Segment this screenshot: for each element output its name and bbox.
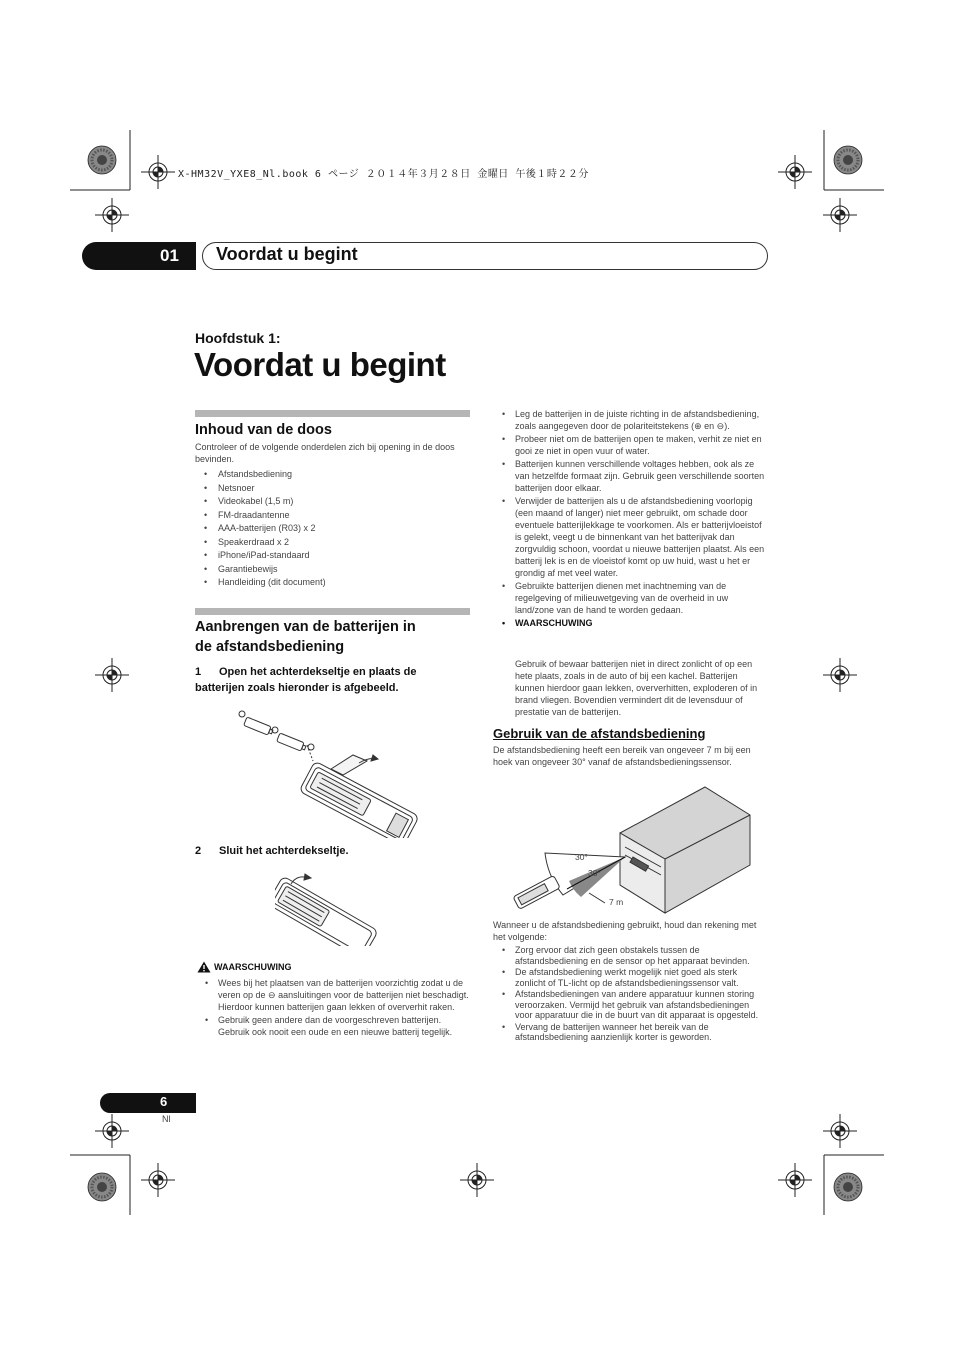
distance-label: 7 m bbox=[609, 897, 624, 907]
chapter-title: Voordat u begint bbox=[216, 244, 358, 264]
close-cover-illustration bbox=[275, 866, 390, 946]
list-item: • iPhone/iPad-standaard bbox=[204, 549, 464, 563]
angle-label-top: 30° bbox=[575, 852, 588, 862]
page-number: 6 bbox=[160, 1094, 168, 1109]
warning-list bbox=[196, 977, 471, 1039]
battery-precautions-list bbox=[493, 408, 768, 630]
list-item: • Afstandsbedieningen van andere apparatuur kunnen storing veroorzaken. Vermijd het gebruik van afstandsbedieningen voor apparatuur die in de buurt van dit apparaat is opgesteld. bbox=[493, 989, 768, 1021]
list-item: • Vervang de batterijen wanneer het bereik van de afstandsbediening aanzienlijk korter is geworden. bbox=[493, 1022, 768, 1043]
list-item: • Videokabel (1,5 m) bbox=[204, 495, 464, 509]
remote-use-note: Wanneer u de afstandsbediening gebruikt, houd dan rekening met het volgende: bbox=[493, 920, 757, 942]
list-item: • Speakerdraad x 2 bbox=[204, 536, 464, 550]
warning-text: Gebruik of bewaar batterijen niet in direct zonlicht of op een hete plaats, zoals in de auto of bij een kachel. Batterijen kunnen hierdoor gaan lekken, oververhitten, exploderen of in brand vliegen. Bovendien vermindert dit de levensduur of prestatie van de batterijen. bbox=[515, 659, 758, 717]
page-kicker: Hoofdstuk 1: bbox=[195, 330, 281, 346]
section-bar bbox=[195, 410, 470, 417]
step-text: batterijen zoals hieronder is afgebeeld. bbox=[195, 682, 399, 694]
warning-label: WAARSCHUWING bbox=[515, 618, 593, 628]
step-number: 2 bbox=[195, 845, 202, 857]
warning-label: WAARSCHUWING bbox=[214, 962, 292, 972]
section-bar bbox=[195, 608, 470, 615]
list-item: • Garantiebewijs bbox=[204, 563, 464, 577]
chapter-number: 01 bbox=[160, 246, 179, 265]
remote-use-intro: De afstandsbediening heeft een bereik van ongeveer 7 m bij een hoek van ongeveer 30° vanaf de afstandsbedieningssensor. bbox=[493, 745, 751, 767]
list-item: • AAA-batterijen (R03) x 2 bbox=[204, 522, 464, 536]
list-item: • Verwijder de batterijen als u de afstandsbediening voorlopig (een maand of langer) niet meer gebruikt, om schade door eventuele batterijlekkage te voorkomen. Als er batterijvloeistof is gelekt, veegt u de binnenkant van het batterijvak dan zorgvuldig schoon, voordat u nieuwe batterijen plaatst. Als een batterij lek is en de vloeistof komt op uw huid, wast u het er grondig af met veel water. bbox=[493, 495, 768, 579]
page-number-tab bbox=[100, 1093, 196, 1113]
section-title-batteries-line1: Aanbrengen van de batterijen in bbox=[195, 619, 416, 635]
step-text: Open het achterdekseltje en plaats de bbox=[219, 666, 417, 678]
list-item: • De afstandsbediening werkt mogelijk niet goed als sterk zonlicht of TL-licht op de afstandsbedieningssensor valt. bbox=[493, 967, 768, 988]
remote-use-list bbox=[493, 945, 768, 1044]
list-item: • Probeer niet om de batterijen open te maken, verhit ze niet en gooi ze niet in open vuur of water. bbox=[493, 433, 768, 457]
step-1 bbox=[195, 664, 475, 696]
section-title-batteries-line2: de afstandsbediening bbox=[195, 639, 345, 655]
list-item: • Handleiding (dit document) bbox=[204, 576, 464, 590]
list-item: • Gebruik geen andere dan de voorgeschreven batterijen. Gebruik ook nooit een oude en een nieuwe batterij tegelijk. bbox=[196, 1014, 471, 1038]
page-title: Voordat u begint bbox=[194, 346, 446, 383]
list-item: • Batterijen kunnen verschillende voltages hebben, ook als ze van hetzelfde formaat zijn. Gebruik geen verschillende soorten batterijen door elkaar. bbox=[493, 458, 768, 494]
angle-label-bottom: 30° bbox=[588, 868, 601, 878]
list-item: • Gebruikte batterijen dienen met inachtneming van de regelgeving of milieuwetgeving van de overheid in uw land/zone van de hand te worden gedaan. bbox=[493, 580, 768, 616]
remote-range-illustration bbox=[505, 785, 755, 915]
section-title-remote-use: Gebruik van de afstandsbediening bbox=[493, 726, 706, 741]
page-language: Nl bbox=[162, 1114, 171, 1124]
section-title-box-contents: Inhoud van de doos bbox=[195, 422, 332, 438]
box-contents-list bbox=[204, 468, 464, 590]
step-text: Sluit het achterdekseltje. bbox=[219, 845, 349, 857]
list-item: • Netsnoer bbox=[204, 482, 464, 496]
list-item bbox=[493, 617, 768, 629]
list-item: • Wees bij het plaatsen van de batterijen voorzichtig zodat u de veren op de ⊖ aansluitingen voor de batterijen niet beschadigt. Hierdoor kunnen batterijen gaan lekken of oververhit raken. bbox=[196, 977, 471, 1013]
list-item: • FM-draadantenne bbox=[204, 509, 464, 523]
step-2 bbox=[195, 843, 475, 859]
list-item: • Zorg ervoor dat zich geen obstakels tussen de afstandsbediening en de sensor op het apparaat bevinden. bbox=[493, 945, 768, 966]
list-item: • Leg de batterijen in de juiste richting in de afstandsbediening, zoals aangegeven door de polariteitstekens (⊕ en ⊖). bbox=[493, 408, 768, 432]
box-contents-intro: Controleer of de volgende onderdelen zich bij opening in de doos bevinden. bbox=[195, 442, 455, 464]
step-number: 1 bbox=[195, 666, 202, 678]
print-header: X-HM32V_YXE8_Nl.book 6 ページ ２０１４年３月２８日 金曜日 午後１時２２分 bbox=[178, 169, 589, 180]
battery-insertion-illustration bbox=[235, 703, 435, 838]
warning-icon bbox=[197, 961, 211, 973]
list-item: • Afstandsbediening bbox=[204, 468, 464, 482]
